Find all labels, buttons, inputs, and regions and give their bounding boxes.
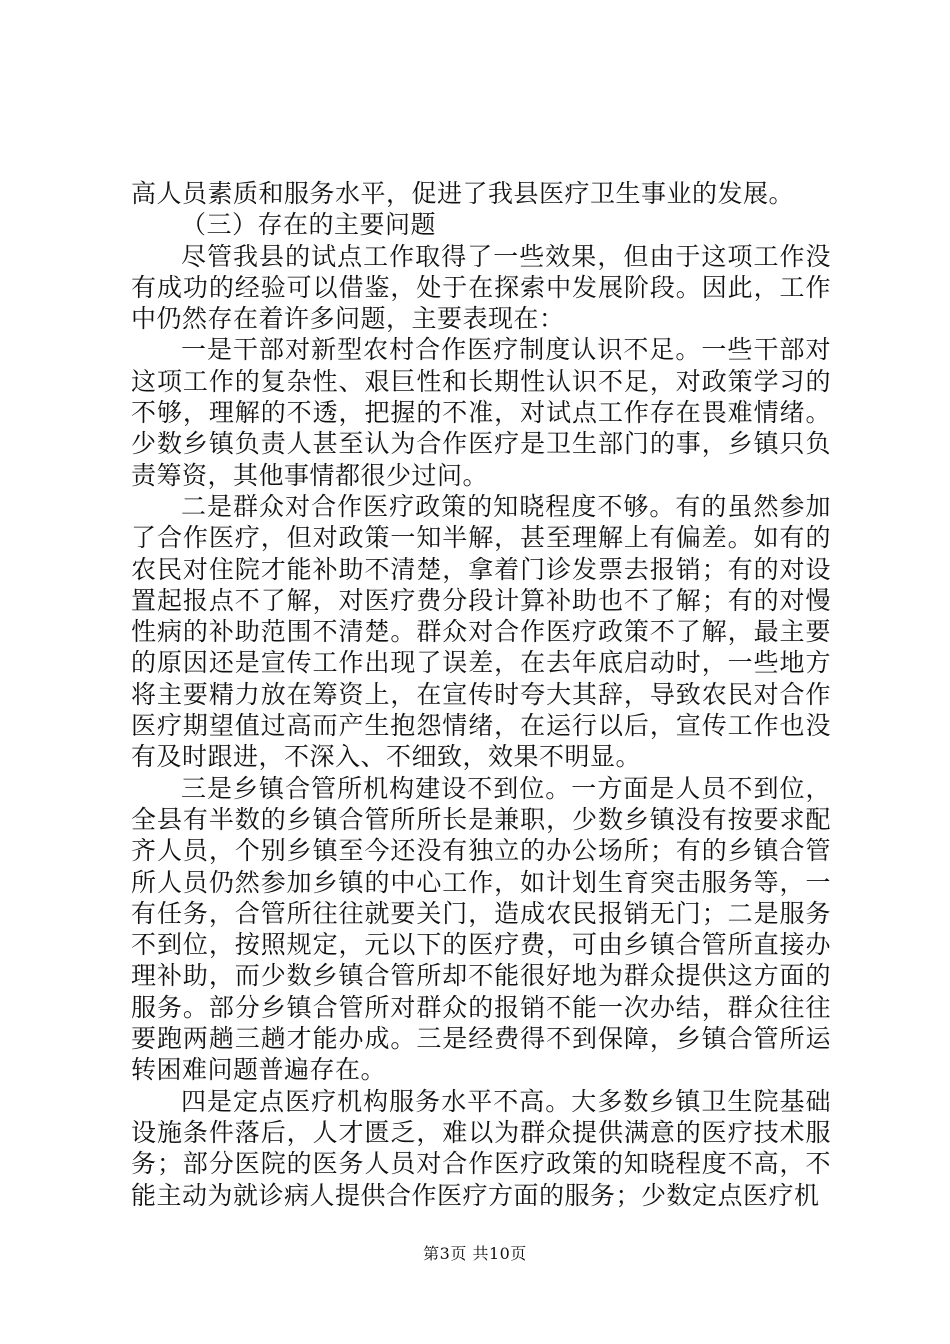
section-heading: （三）存在的主要问题 — [181, 210, 437, 240]
paragraph-problem-3: 三是乡镇合管所机构建设不到位。一方面是人员不到位，全县有半数的乡镇合管所所长是兼职，少数乡镇没有按要求配齐人员，个别乡镇至今还没有独立的办公场所；有的乡镇合管所人员仍然参加乡镇的中心工作，如计划生育突击服务等，一有任务，合管所往往就要关门，造成农民报销无门；二是服务不到位，按照规定，元以下的医疗费，可由乡镇合管所直接办理补助，而少数乡镇合管所却不能很好地为群众提供这方面的服务。部分乡镇合管所对群众的报销不能一次办结，群众往往要跑两趟三趟才能办成。三是经费得不到保障，乡镇合管所运转困难问题普遍存在。 — [131, 773, 831, 1085]
paragraph-problem-4: 四是定点医疗机构服务水平不高。大多数乡镇卫生院基础设施条件落后，人才匮乏，难以为群众提供满意的医疗技术服务；部分医院的医务人员对合作医疗政策的知晓程度不高，不能主动为就诊病人提供合作医疗方面的服务；少数定点医疗机 — [131, 1086, 831, 1210]
paragraph-1: 高人员素质和服务水平，促进了我县医疗卫生事业的发展。 — [131, 179, 795, 208]
document-body — [131, 178, 831, 1211]
paragraph-intro: 尽管我县的试点工作取得了一些效果，但由于这项工作没有成功的经验可以借鉴，处于在探索中发展阶段。因此，工作中仍然存在着许多问题，主要表现在： — [131, 241, 831, 334]
page-number-footer: 第3页 共10页 — [423, 1244, 527, 1263]
paragraph-problem-1: 一是干部对新型农村合作医疗制度认识不足。一些干部对这项工作的复杂性、艰巨性和长期性认识不足，对政策学习的不够，理解的不透，把握的不准，对试点工作存在畏难情绪。少数乡镇负责人甚至认为合作医疗是卫生部门的事，乡镇只负责筹资，其他事情都很少过问。 — [131, 335, 831, 490]
paragraph-problem-2: 二是群众对合作医疗政策的知晓程度不够。有的虽然参加了合作医疗，但对政策一知半解，甚至理解上有偏差。如有的农民对住院才能补助不清楚，拿着门诊发票去报销；有的对设置起报点不了解，对医疗费分段计算补助也不了解；有的对慢性病的补助范围不清楚。群众对合作医疗政策不了解，最主要的原因还是宣传工作出现了误差，在去年底启动时，一些地方将主要精力放在筹资上，在宣传时夸大其辞，导致农民对合作医疗期望值过高而产生抱怨情绪，在运行以后，宣传工作也没有及时跟进，不深入、不细致，效果不明显。 — [131, 491, 831, 772]
